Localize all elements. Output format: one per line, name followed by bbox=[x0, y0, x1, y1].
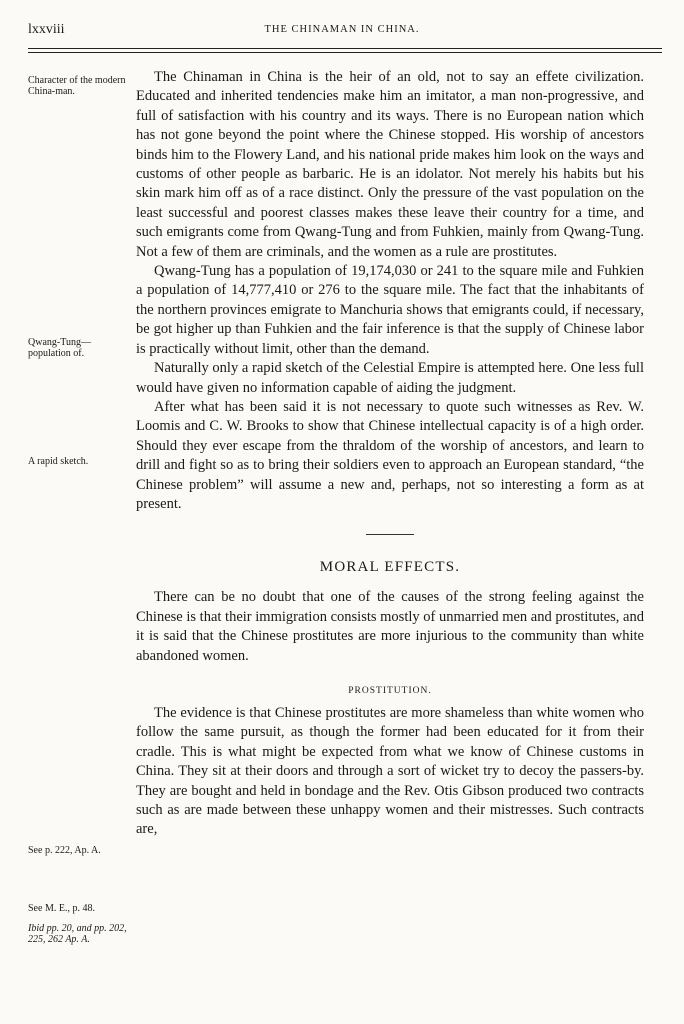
subheading-prostitution: PROSTITUTION. bbox=[348, 685, 432, 696]
margin-note-see-me: See M. E., p. 48. bbox=[28, 903, 95, 914]
paragraph-intellectual: After what has been said it is not necessary to quote such witnesses as Rev. W. Loomis and C. W. Brooks to show that Chinese intellectual capacity is of a high order. Should they ever escape from the thraldom of the worship of ancestors, and learn to drill and fight so as to bring their soldiers even to approach an European standard, “the Chinese problem” will assume a new and, perhaps, not so interesting a form as at present. bbox=[136, 398, 644, 512]
margin-note-rapid-sketch: A rapid sketch. bbox=[28, 456, 89, 467]
margin-note-see-p222: See p. 222, Ap. A. bbox=[28, 845, 101, 856]
section-title: MORAL EFFECTS. bbox=[319, 559, 461, 576]
paragraph-rapid-sketch: Naturally only a rapid sketch of the Celestial Empire is attempted here. One less full would have given no information capable of aiding the judgment. bbox=[136, 360, 644, 396]
header-rule-bottom bbox=[28, 52, 662, 53]
main-text bbox=[136, 68, 644, 840]
margin-note-ibid: Ibid pp. 20, and pp. 202, 225, 262 Ap. A. bbox=[28, 923, 127, 945]
paragraph-population: Qwang-Tung has a population of 19,174,030 or 241 to the square mile and Fuhkien a population of 14,777,410 or 276 to the square mile. The fact that the inhabitants of the northern provinces emigrate to Manchuria shows that emigrants could, if necessary, be got higher up than Fuhkien and the fair inference is that the supply of Chinese labor is practically without limit, other than the demand. bbox=[136, 263, 644, 357]
margin-note-character: Character of the modern China-man. bbox=[28, 75, 126, 97]
header-rule-top bbox=[28, 48, 662, 49]
running-head: THE CHINAMAN IN CHINA. bbox=[264, 24, 420, 35]
paragraph-moral-effects: There can be no doubt that one of the causes of the strong feeling against the Chinese is that their immigration consists mostly of unmarried men and prostitutes, and it is said that the Chinese prostitutes are more injurious to the community than white abandoned women. bbox=[136, 589, 644, 664]
section-divider bbox=[366, 534, 414, 535]
margin-note-qwang-tung: Qwang-Tung—population of. bbox=[28, 337, 91, 359]
paragraph-evidence-part-2: know of Chinese customs in China. They sit at their doors and through bbox=[136, 743, 645, 780]
paragraph-character: The Chinaman in China is the heir of an old, not to say an effete civilization. Educated and inherited tendencies make him an imitator, a man non-progressive, and full of satisfaction with his country and its ways. There is no European nation which has not gone beyond the point where the Chinese stopped. His worship of ancestors binds him to the Flowery Land, and his national pride makes him look on the ways and customs of other people as barbaric. He is an idolator. Not merely his habits but his skin mark him off as of a race distinct. Only the pressure of the vast population on the least successful and poorest classes makes these leave their country for a time, and such emigrants come from Qwang-Tung and from Fuhkien, mainly from Qwang-Tung. Not a few of them are criminals, and the women as a rule are prostitutes. bbox=[136, 69, 644, 260]
paragraph-evidence-part-1: The evidence is that Chinese prostitutes are more shameless than white women who follow the same pursuit, as though the former had been educated for it from their cradle. This is what might be expected from what we bbox=[136, 704, 644, 760]
paragraph-evidence bbox=[136, 704, 644, 840]
page-number: lxxviii bbox=[28, 22, 65, 37]
paragraph-evidence-part-3: a sort of wicket try to decoy the passers-by. They are bought and held in bondage and the Rev. Otis Gibson produced two contracts such as are made between these unhappy women and their mistresses. Such contracts are, bbox=[136, 763, 645, 838]
